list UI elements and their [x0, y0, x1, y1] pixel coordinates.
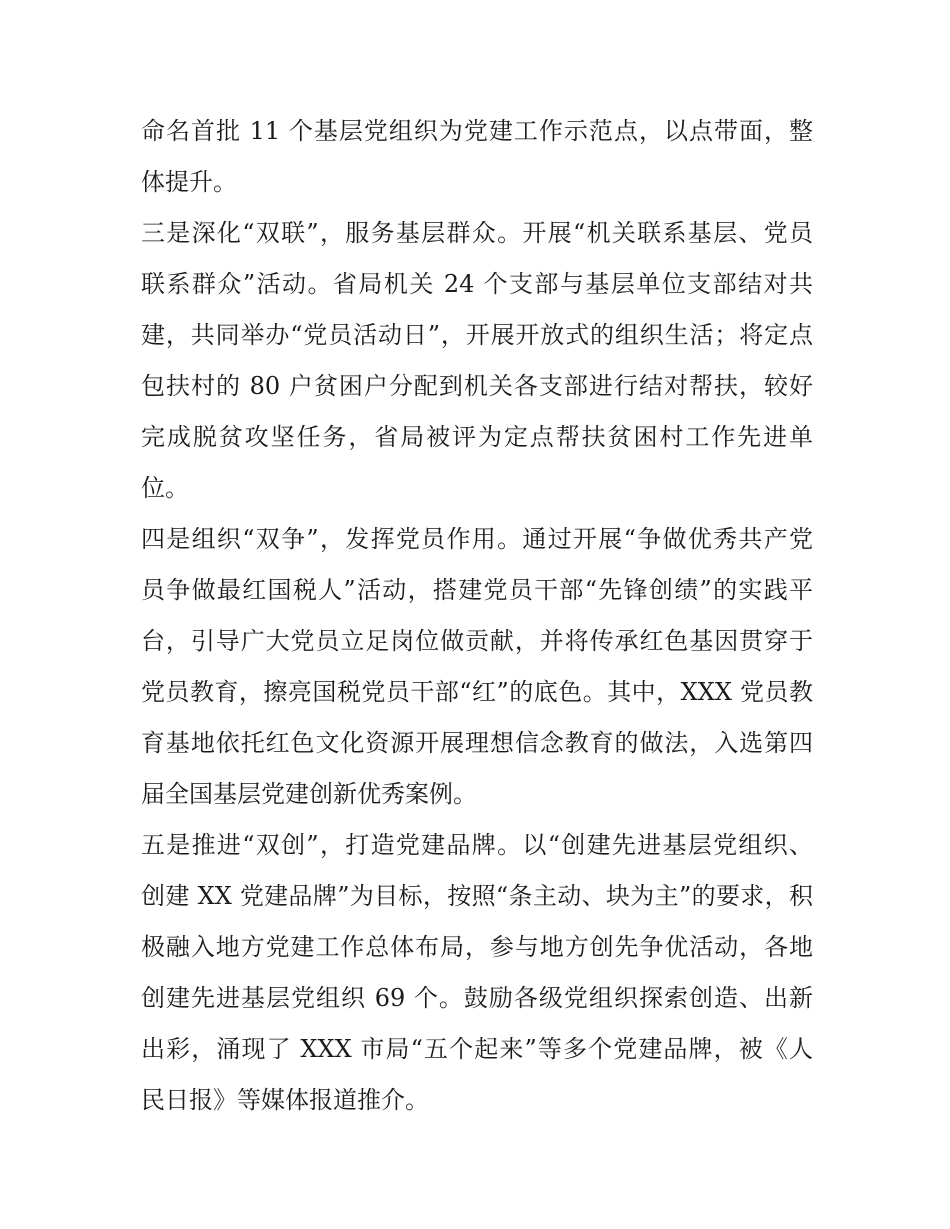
paragraph-shuanglian: [141, 208, 813, 514]
text-line: 包扶村的 80 户贫困户分配到机关各支部进行结对帮扶，较好: [141, 372, 813, 400]
text-line: 员争做最红国税人”活动，搭建党员干部“先锋创绩”的实践平: [141, 576, 813, 604]
text-line: 完成脱贫攻坚任务，省局被评为定点帮扶贫困村工作先进单: [141, 423, 813, 451]
text-line: 出彩，涌现了 XXX 市局“五个起来”等多个党建品牌，被《人: [141, 1035, 813, 1063]
text-line: 台，引导广大党员立足岗位做贡献，并将传承红色基因贯穿于: [141, 627, 813, 655]
paragraph-shuangzheng: [141, 514, 813, 820]
paragraph-demonstration-points: [141, 106, 813, 208]
text-line: 创建先进基层党组织 69 个。鼓励各级党组织探索创造、出新: [141, 984, 813, 1012]
text-line: 育基地依托红色文化资源开展理想信念教育的做法，入选第四: [141, 729, 813, 757]
text-line: 民日报》等媒体报道推介。: [141, 1086, 429, 1114]
text-line: 体提升。: [141, 168, 237, 196]
text-line: 三是深化“双联”，服务基层群众。开展“机关联系基层、党员: [141, 219, 813, 247]
text-line: 届全国基层党建创新优秀案例。: [141, 780, 477, 808]
paragraph-shuangchuang: [141, 820, 813, 1126]
document-body: [141, 106, 813, 1126]
text-line: 创建 XX 党建品牌”为目标，按照“条主动、块为主”的要求，积: [141, 882, 813, 910]
text-line: 位。: [141, 474, 189, 502]
text-line: 五是推进“双创”，打造党建品牌。以“创建先进基层党组织、: [141, 831, 813, 859]
text-line: 建，共同举办“党员活动日”，开展开放式的组织生活；将定点: [141, 321, 813, 349]
text-line: 极融入地方党建工作总体布局，参与地方创先争优活动，各地: [141, 933, 813, 961]
text-line: 命名首批 11 个基层党组织为党建工作示范点，以点带面，整: [141, 117, 813, 145]
text-line: 四是组织“双争”，发挥党员作用。通过开展“争做优秀共产党: [141, 525, 813, 553]
text-line: 党员教育，擦亮国税党员干部“红”的底色。其中，XXX 党员教: [141, 678, 813, 706]
text-line: 联系群众”活动。省局机关 24 个支部与基层单位支部结对共: [141, 270, 813, 298]
